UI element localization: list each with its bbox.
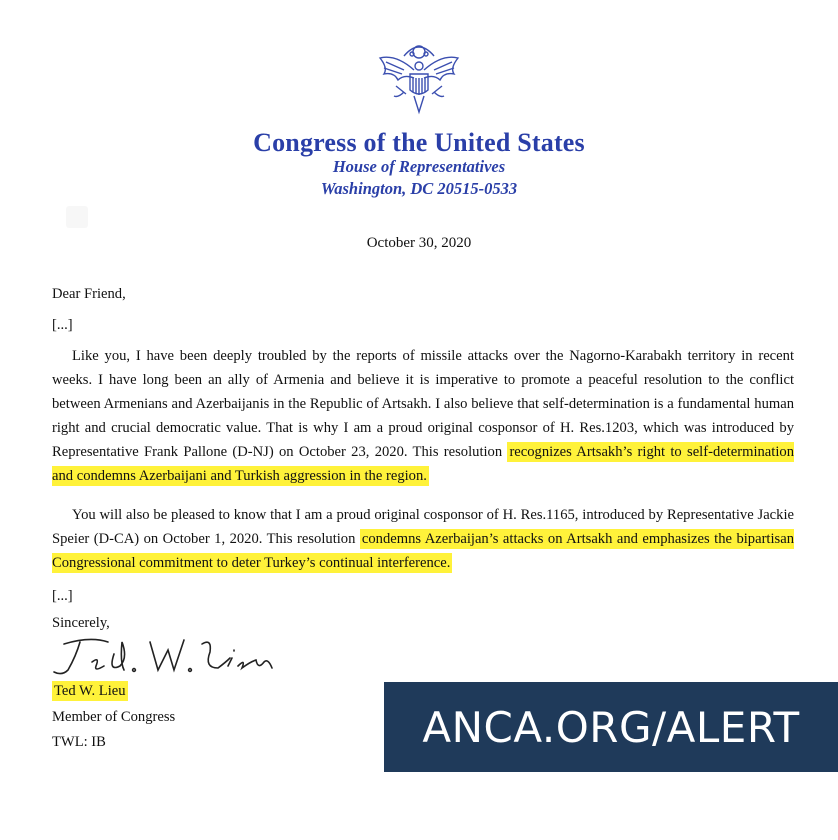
greeting: Dear Friend, [52, 286, 126, 302]
letterhead-address: Washington, DC 20515-0533 [320, 179, 518, 198]
letterhead-title: Congress of the United States [253, 128, 585, 157]
closing: Sincerely, [52, 615, 110, 631]
paragraph-1-highlight: recognizes Artsakh’s right to self-determination and condemns Azerbaijani and Turkish aggression in the region. [52, 444, 794, 484]
eagle-seal-icon [374, 38, 464, 116]
signer-name-highlight: Ted W. Lieu [54, 683, 126, 699]
signer-name [52, 679, 128, 703]
handwritten-signature [50, 632, 275, 680]
paragraph-2 [52, 503, 794, 575]
paragraph-2-highlight: condemns Azerbaijan’s attacks on Artsakh and emphasizes the bipartisan Congressional commitment to deter Turkey’s continual interference. [52, 531, 794, 571]
faint-mark [66, 206, 88, 228]
anca-alert-banner[interactable]: ANCA.ORG/ALERT [384, 682, 838, 772]
ellipsis-top: [...] [52, 317, 73, 333]
typist-initials: TWL: IB [52, 734, 106, 750]
signer-title: Member of Congress [52, 709, 176, 725]
paragraph-2-text: You will also be pleased to know that I am a proud original cosponsor of H. Res.1165, introduced by Representative Jackie Speier (D-CA) on October 1, 2020. This resolution [52, 507, 794, 547]
paragraph-1-text: Like you, I have been deeply troubled by the reports of missile attacks over the Nagorno-Karabakh territory in recent weeks. I have long been an ally of Armenia and believe it is imperative to promote a peaceful resolution to the conflict between Armenians and Azerbaijanis in the Republic of Artsakh. I also believe that self-determination is a fundamental human right and crucial democratic value. That is why I am a proud original cosponsor of H. Res.1203, which was introduced by Representative Frank Pallone (D-NJ) on October 23, 2020. This resolution [52, 348, 794, 460]
letter-date: October 30, 2020 [366, 235, 472, 251]
letterhead-subtitle: House of Representatives [332, 157, 506, 176]
ellipsis-bottom: [...] [52, 588, 73, 604]
paragraph-1 [52, 344, 794, 488]
